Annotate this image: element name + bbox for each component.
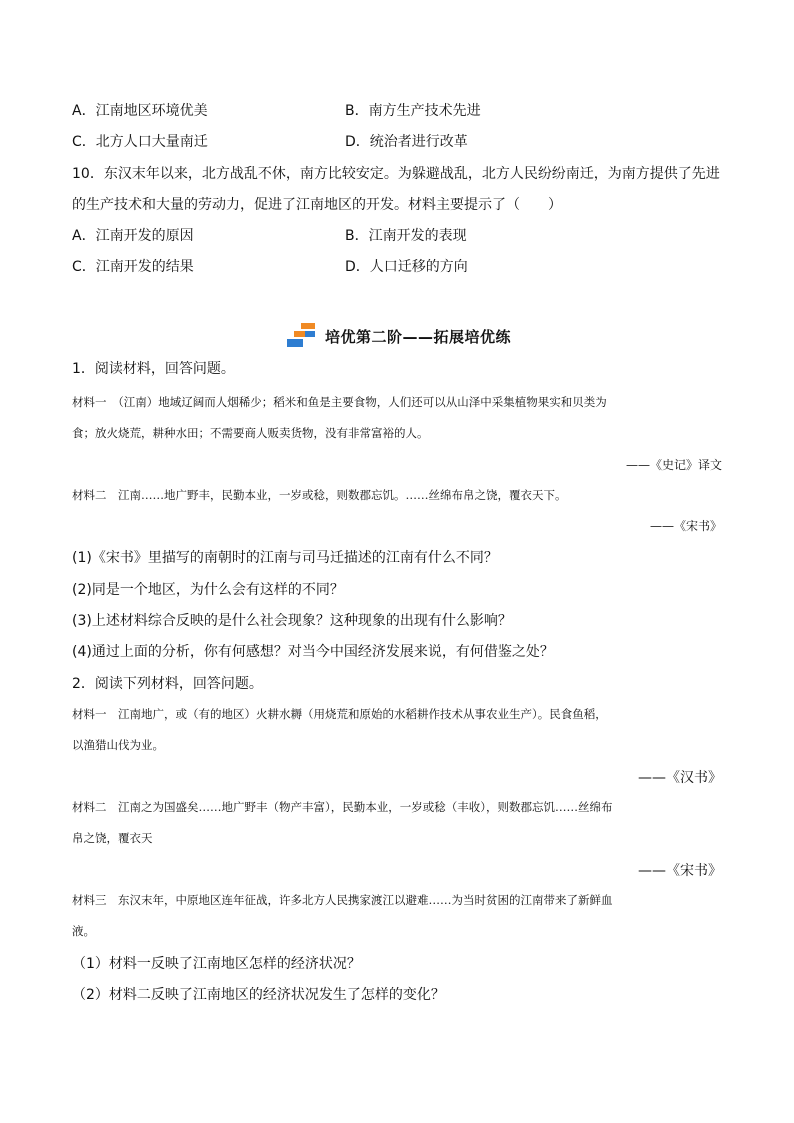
q2-intro: 2．阅读下列材料，回答问题。 [72, 676, 263, 692]
q1-subquestion-4: (4)通过上面的分析，你有何感想？对当今中国经济发展来说，有何借鉴之处？ [72, 644, 554, 660]
q10-option-a: A．江南开发的原因 [72, 228, 194, 244]
q2-material2-source: ——《宋书》 [638, 863, 722, 879]
q10-option-b: B．江南开发的表现 [345, 228, 467, 244]
stairs-block-blue-right [305, 331, 315, 337]
q10-option-d: D．人口迁移的方向 [345, 259, 468, 275]
stairs-block-orange-top [301, 323, 315, 329]
q1-subquestion-1: (1)《宋书》里描写的南朝时的江南与司马迁描述的江南有什么不同？ [72, 550, 498, 566]
q10-stem-line1: 10．东汉末年以来，北方战乱不休，南方比较安定。为躲避战乱，北方人民纷纷南迁，为南方提供了先进 [72, 166, 720, 182]
q2-material3-line1: 材料三 东汉末年，中原地区连年征战，许多北方人民携家渡江以避难……为当时贫困的江南带来了新鲜血 [72, 893, 613, 907]
q2-material1-line2: 以渔猎山伐为业。 [72, 738, 164, 752]
q9-option-d: D．统治者进行改革 [345, 134, 468, 150]
q2-material2-line1: 材料二 江南之为国盛矣……地广野丰（物产丰富），民勤本业，一岁或稔（丰收），则数郡忘饥……丝绵布 [72, 800, 613, 814]
q1-subquestion-3: (3)上述材料综合反映的是什么社会现象？这种现象的出现有什么影响？ [72, 613, 512, 629]
q1-material1-line2: 食；放火烧荒，耕种水田；不需要商人贩卖货物，没有非常富裕的人。 [72, 426, 429, 440]
q1-material2-source: ——《宋书》 [649, 519, 722, 533]
q2-material2-line2: 帛之饶，覆衣天 [72, 831, 153, 845]
stairs-block-blue-bottom [287, 339, 303, 347]
q2-material1-source: ——《汉书》 [638, 770, 722, 786]
section-title: 培优第二阶——拓展培优练 [324, 327, 511, 346]
stairs-icon [283, 321, 319, 351]
q1-material2: 材料二 江南……地广野丰，民勤本业，一岁或稔，则数郡忘饥。……丝绵布帛之饶，覆衣天下。 [72, 488, 567, 502]
q2-material1-line1: 材料一 江南地广，或（有的地区）火耕水耨（用烧荒和原始的水稻耕作技术从事农业生产）。民食鱼稻， [72, 707, 607, 721]
q2-material3-line2: 液。 [72, 924, 95, 938]
q9-option-b: B．南方生产技术先进 [345, 103, 481, 119]
q10-option-c: C．江南开发的结果 [72, 259, 194, 275]
q1-intro: 1．阅读材料，回答问题。 [72, 361, 235, 377]
q1-material1-line1: 材料一 （江南）地域辽阔而人烟稀少；稻米和鱼是主要食物，人们还可以从山泽中采集植物果实和贝类为 [72, 395, 607, 409]
section-heading [0, 318, 794, 354]
q1-subquestion-2: (2)同是一个地区，为什么会有这样的不同？ [72, 582, 344, 598]
q2-subquestion-2: （2）材料二反映了江南地区的经济状况发生了怎样的变化？ [72, 987, 445, 1003]
q1-material1-source: ——《史记》译文 [625, 458, 722, 472]
q10-stem-line2: 的生产技术和大量的劳动力，促进了江南地区的开发。材料主要提示了（ ） [72, 197, 562, 213]
q9-option-a: A．江南地区环境优美 [72, 103, 208, 119]
q9-option-c: C．北方人口大量南迁 [72, 134, 208, 150]
q2-subquestion-1: （1）材料一反映了江南地区怎样的经济状况？ [72, 956, 361, 972]
